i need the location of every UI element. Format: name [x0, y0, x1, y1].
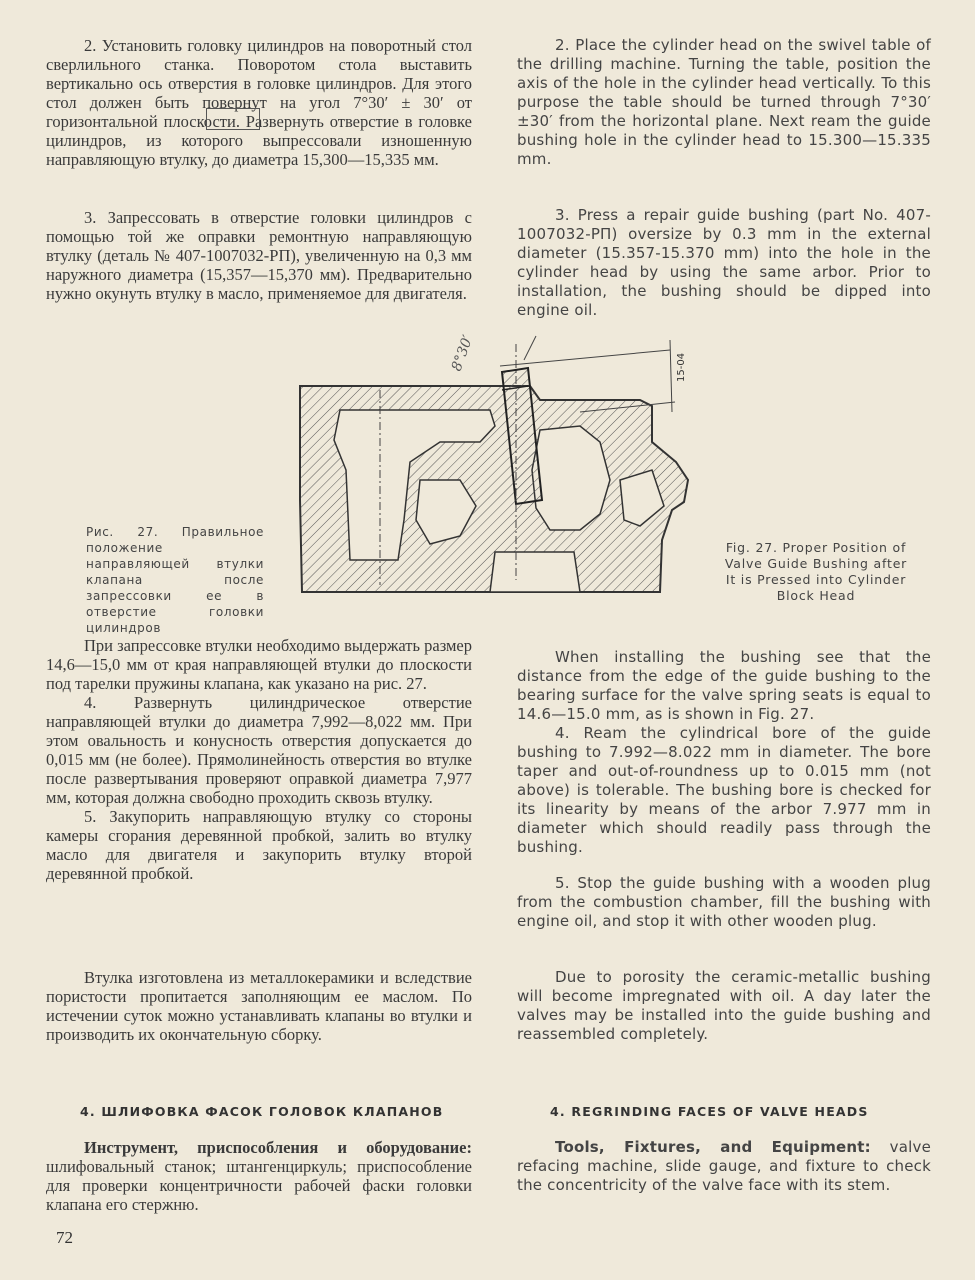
figure-caption-ru: Рис. 27. Правильное положение направляющей втулки клапана после запрессовки ее в отверстие головки цилиндров — [86, 525, 264, 635]
section-heading-en: 4. REGRINDING FACES OF VALVE HEADS — [550, 1104, 869, 1119]
en-porosity — [517, 968, 931, 1044]
ru-after-figure — [46, 636, 472, 883]
en-after-figure — [517, 648, 931, 857]
en-step-3-text: 3. Press a repair guide bushing (part No. 407-1007032-РП) oversize by 0.3 mm in the external diameter (15.357-15.370 mm) into the hole in the cylinder head by using the same arbor. Prior to installation, the bushing should be dipped into engine oil. — [517, 206, 931, 319]
en-porosity-text: Due to porosity the ceramic-metallic bushing will become impregnated with oil. A day later the valves may be installed into the guide bushing and reassembled completely. — [517, 968, 931, 1043]
ru-step-2 — [46, 36, 472, 169]
en-tools-text: valve refacing machine, slide gauge, and fixture to check the concentricity of the valve face with its stem. — [517, 1138, 932, 1194]
page-number: 72 — [56, 1228, 73, 1247]
ru-tools — [46, 1138, 472, 1214]
figure-caption-en: Fig. 27. Proper Position of Valve Guide Bushing after It is Pressed into Cylinder Block Head — [724, 540, 908, 603]
ru-porosity-text: Втулка изготовлена из металлокерамики и вследствие пористости пропитается заполняющим ее маслом. По истечении суток можно устанавливать клапаны во втулки и производить их окончательную сборку. — [46, 968, 472, 1044]
head-casting-outline — [300, 386, 688, 592]
ru-porosity — [46, 968, 472, 1044]
en-tools — [517, 1138, 931, 1195]
en-step-5-text: 5. Stop the guide bushing with a wooden plug from the combustion chamber, fill the bushing with engine oil, and stop it with other wooden plug. — [517, 874, 931, 930]
ru-tools-label: Инструмент, приспособления и оборудование: — [84, 1138, 472, 1157]
en-tools-label: Tools, Fixtures, and Equipment: — [555, 1138, 871, 1156]
en-step-2 — [517, 36, 931, 169]
ru-step-4-text: 4. Развернуть цилиндрическое отверстие направляющей втулки до диаметра 7,992—8,022 мм. При этом овальность и конусность отверстия допускается до 0,015 мм (не более). Прямолинейность отверстия во втулке после развертывания проверяют оправкой диаметра 7,977 мм, которая должна свободно проходить сквозь втулку. — [46, 693, 472, 807]
ru-tools-text: шлифовальный станок; штангенциркуль; приспособление для проверки концентричности рабочей фаски головки клапана его стержню. — [46, 1157, 472, 1214]
section-heading-ru: 4. ШЛИФОВКА ФАСОК ГОЛОВОК КЛАПАНОВ — [80, 1104, 444, 1119]
en-step-5 — [517, 874, 931, 931]
ru-step-5-text: 5. Закупорить направляющую втулку со стороны камеры сгорания деревянной пробкой, залить во втулку масло для двигателя и закупорить втулку второй деревянной пробкой. — [46, 807, 472, 883]
en-step-4-text: 4. Ream the cylindrical bore of the guide bushing to 7.992—8.022 mm in diameter. The bore taper and out-of-roundness up to 0.015 mm (not above) is tolerable. The bushing bore is checked for its linearity by means of the arbor 7.977 mm in diameter which should readily pass through the bushing. — [517, 724, 931, 856]
dimension-label: 15-04 — [676, 352, 687, 382]
handwritten-angle-note: 8°30′ — [448, 333, 477, 374]
ru-step-2-text: 2. Установить головку цилиндров на поворотный стол сверлильного станка. Поворотом стола выставить вертикально ось отверстия в головке цилиндров. Для этого стол должен быть повернут на угол 7°30′ ± 30′ от горизонтальной плоскости. Развернуть отверстие в головке цилиндров, из которого выпрессовали изношенную направляющую втулку, до диаметра 15,300—15,335 мм. — [46, 36, 472, 169]
cylinder-head-section-drawing — [280, 330, 720, 600]
ru-step-3-text: 3. Запрессовать в отверстие головки цилиндров с помощью той же оправки ремонтную направляющую втулку (деталь № 407-1007032-РП), увеличенную на 0,3 мм наружного диаметра (15,357—15,370 мм). Предварительно нужно окунуть втулку в масло, применяемое для двигателя. — [46, 208, 472, 303]
en-step-2-text: 2. Place the cylinder head on the swivel table of the drilling machine. Turning the table, position the axis of the hole in the cylinder head vertically. To this purpose the table should be turned through 7°30′±30′ from the horizontal plane. Next ream the guide bushing hole in the cylinder head to 15.300—15.335 mm. — [517, 36, 931, 168]
en-step-3 — [517, 206, 931, 320]
en-bushing-distance-text: When installing the bushing see that the distance from the edge of the guide bushing to the bearing surface for the valve spring seats is equal to 14.6—15.0 mm, as is shown in Fig. 27. — [517, 648, 931, 723]
ru-bushing-distance-text: При запрессовке втулки необходимо выдержать размер 14,6—15,0 мм от края направляющей втулки до плоскости под тарелки пружины клапана, как указано на рис. 27. — [46, 636, 472, 693]
ru-step-3 — [46, 208, 472, 303]
angle-marking-box — [206, 108, 260, 130]
